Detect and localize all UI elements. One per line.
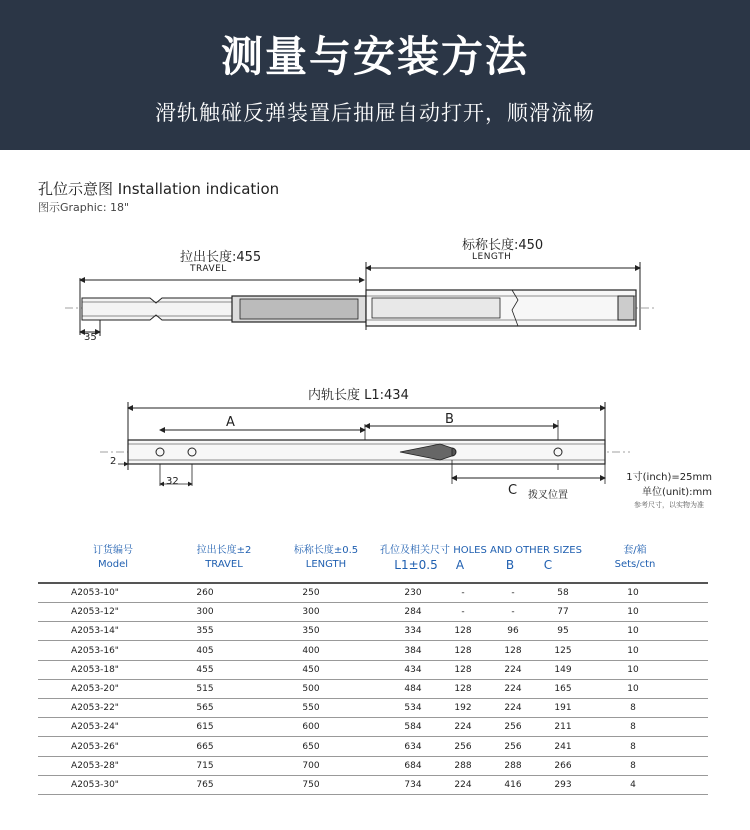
dim-2-label: 2 bbox=[110, 456, 117, 467]
cell-a: 288 bbox=[454, 760, 472, 771]
table-row bbox=[38, 622, 708, 641]
cell-l1: 534 bbox=[404, 703, 422, 714]
cell-length: 500 bbox=[302, 684, 320, 694]
cell-a: 128 bbox=[454, 645, 472, 656]
header-l1: L1±0.5 bbox=[394, 558, 438, 572]
cell-model: A2053-30" bbox=[71, 780, 119, 790]
cell-c: 211 bbox=[554, 722, 572, 733]
length-en-label: LENGTH bbox=[472, 252, 512, 262]
fork-position-label: 拨叉位置 bbox=[528, 490, 568, 501]
cell-travel: 565 bbox=[196, 703, 214, 714]
table-row bbox=[38, 661, 708, 680]
cell-b: 288 bbox=[504, 760, 522, 771]
table-row bbox=[38, 699, 708, 718]
header-c: C bbox=[543, 558, 553, 572]
cell-sets: 10 bbox=[627, 664, 639, 675]
cell-l1: 384 bbox=[404, 645, 422, 656]
cell-sets: 10 bbox=[627, 684, 639, 694]
cell-sets: 8 bbox=[630, 722, 636, 733]
cell-a: 192 bbox=[454, 703, 472, 714]
cell-model: A2053-26" bbox=[71, 741, 119, 752]
cell-c: 241 bbox=[554, 741, 572, 752]
cell-model: A2053-10" bbox=[71, 588, 119, 598]
dim-c-label: C bbox=[508, 483, 518, 498]
cell-l1: 584 bbox=[404, 722, 422, 733]
cell-sets: 10 bbox=[627, 645, 639, 656]
cell-model: A2053-12" bbox=[71, 607, 119, 618]
header-b: B bbox=[505, 558, 515, 572]
cell-b: 416 bbox=[504, 780, 522, 790]
cell-l1: 334 bbox=[404, 626, 422, 637]
table-row bbox=[38, 584, 708, 603]
table-row bbox=[38, 738, 708, 757]
cell-c: 149 bbox=[554, 664, 572, 675]
table-row bbox=[38, 642, 708, 661]
cell-model: A2053-28" bbox=[71, 760, 119, 771]
cell-travel: 765 bbox=[196, 780, 214, 790]
cell-model: A2053-18" bbox=[71, 664, 119, 675]
cell-travel: 455 bbox=[196, 664, 214, 675]
section-title: 孔位示意图 Installation indication bbox=[38, 180, 280, 198]
header-model: 订货编号 Model bbox=[93, 545, 133, 570]
cell-travel: 405 bbox=[196, 645, 214, 656]
inner-rail-length-label: 内轨长度 L1:434 bbox=[308, 388, 409, 403]
cell-b: 256 bbox=[504, 741, 522, 752]
cell-length: 550 bbox=[302, 703, 320, 714]
cell-c: 77 bbox=[557, 607, 569, 618]
cell-length: 300 bbox=[302, 607, 320, 618]
row-divider bbox=[38, 794, 708, 795]
cell-a: 224 bbox=[454, 722, 472, 733]
inch-note: 1寸(inch)=25mm bbox=[626, 472, 712, 483]
cell-sets: 4 bbox=[630, 780, 636, 790]
dim-32-label: 32 bbox=[166, 476, 179, 487]
cell-length: 350 bbox=[302, 626, 320, 637]
cell-a: 128 bbox=[454, 664, 472, 675]
header-a: A bbox=[455, 558, 465, 572]
table-row bbox=[38, 757, 708, 776]
cell-travel: 665 bbox=[196, 741, 214, 752]
cell-b: 224 bbox=[504, 684, 522, 694]
cell-b: - bbox=[511, 607, 515, 618]
slide-extended-drawing bbox=[65, 262, 655, 336]
cell-length: 250 bbox=[302, 588, 320, 598]
cell-b: 224 bbox=[504, 664, 522, 675]
table-row bbox=[38, 603, 708, 622]
length-cn-label: 标称长度:450 bbox=[462, 238, 544, 253]
cell-sets: 8 bbox=[630, 760, 636, 771]
cell-c: 125 bbox=[554, 645, 572, 656]
cell-travel: 715 bbox=[196, 760, 214, 771]
cell-a: 128 bbox=[454, 626, 472, 637]
cell-travel: 355 bbox=[196, 626, 214, 637]
cell-model: A2053-20" bbox=[71, 684, 119, 694]
dim-b-label: B bbox=[445, 412, 454, 427]
table-row bbox=[38, 680, 708, 699]
cell-b: 96 bbox=[507, 626, 519, 637]
cell-travel: 515 bbox=[196, 684, 214, 694]
section-graphic-label: 图示Graphic: 18" bbox=[38, 201, 130, 214]
cell-length: 450 bbox=[302, 664, 320, 675]
cell-c: 95 bbox=[557, 626, 569, 637]
cell-l1: 684 bbox=[404, 760, 422, 771]
cell-c: 165 bbox=[554, 684, 572, 694]
cell-l1: 434 bbox=[404, 664, 422, 675]
cell-sets: 8 bbox=[630, 703, 636, 714]
cell-b: 256 bbox=[504, 722, 522, 733]
reference-note: 参考尺寸，以实物为准 bbox=[634, 501, 704, 509]
cell-a: - bbox=[461, 607, 465, 618]
cell-l1: 284 bbox=[404, 607, 422, 618]
cell-sets: 10 bbox=[627, 626, 639, 637]
cell-l1: 734 bbox=[404, 780, 422, 790]
cell-travel: 300 bbox=[196, 607, 214, 618]
cell-c: 293 bbox=[554, 780, 572, 790]
cell-model: A2053-14" bbox=[71, 626, 119, 637]
cell-c: 58 bbox=[557, 588, 569, 598]
travel-cn-label: 拉出长度:455 bbox=[180, 250, 262, 265]
cell-c: 191 bbox=[554, 703, 572, 714]
dim-a-label: A bbox=[226, 415, 235, 430]
cell-length: 400 bbox=[302, 645, 320, 656]
header-holes: 孔位及相关尺寸 HOLES AND OTHER SIZES bbox=[380, 545, 582, 556]
cell-length: 600 bbox=[302, 722, 320, 733]
header-sets: 套/箱 Sets/ctn bbox=[614, 545, 656, 570]
cell-c: 266 bbox=[554, 760, 572, 771]
cell-l1: 230 bbox=[404, 588, 422, 598]
table-row bbox=[38, 776, 708, 795]
cell-a: 128 bbox=[454, 684, 472, 694]
cell-travel: 260 bbox=[196, 588, 214, 598]
cell-a: 256 bbox=[454, 741, 472, 752]
banner-subtitle: 滑轨触碰反弹装置后抽屉自动打开，顺滑流畅 bbox=[155, 101, 595, 125]
cell-l1: 484 bbox=[404, 684, 422, 694]
cell-model: A2053-24" bbox=[71, 722, 119, 733]
cell-l1: 634 bbox=[404, 741, 422, 752]
dim-35-label: 35 bbox=[84, 332, 97, 343]
cell-sets: 10 bbox=[627, 607, 639, 618]
cell-model: A2053-16" bbox=[71, 645, 119, 656]
cell-a: - bbox=[461, 588, 465, 598]
cell-length: 700 bbox=[302, 760, 320, 771]
cell-model: A2053-22" bbox=[71, 703, 119, 714]
table-row bbox=[38, 718, 708, 737]
inner-rail-drawing bbox=[100, 402, 630, 486]
banner-title: 测量与安装方法 bbox=[220, 32, 529, 81]
cell-a: 224 bbox=[454, 780, 472, 790]
cell-b: - bbox=[511, 588, 515, 598]
header-length: 标称长度±0.5 LENGTH bbox=[293, 545, 359, 570]
cell-length: 650 bbox=[302, 741, 320, 752]
travel-en-label: TRAVEL bbox=[190, 264, 227, 274]
cell-length: 750 bbox=[302, 780, 320, 790]
cell-sets: 8 bbox=[630, 741, 636, 752]
cell-b: 128 bbox=[504, 645, 522, 656]
unit-note: 单位(unit):mm bbox=[641, 487, 712, 498]
header-travel: 拉出长度±2 TRAVEL bbox=[196, 545, 252, 570]
cell-b: 224 bbox=[504, 703, 522, 714]
cell-sets: 10 bbox=[627, 588, 639, 598]
cell-travel: 615 bbox=[196, 722, 214, 733]
